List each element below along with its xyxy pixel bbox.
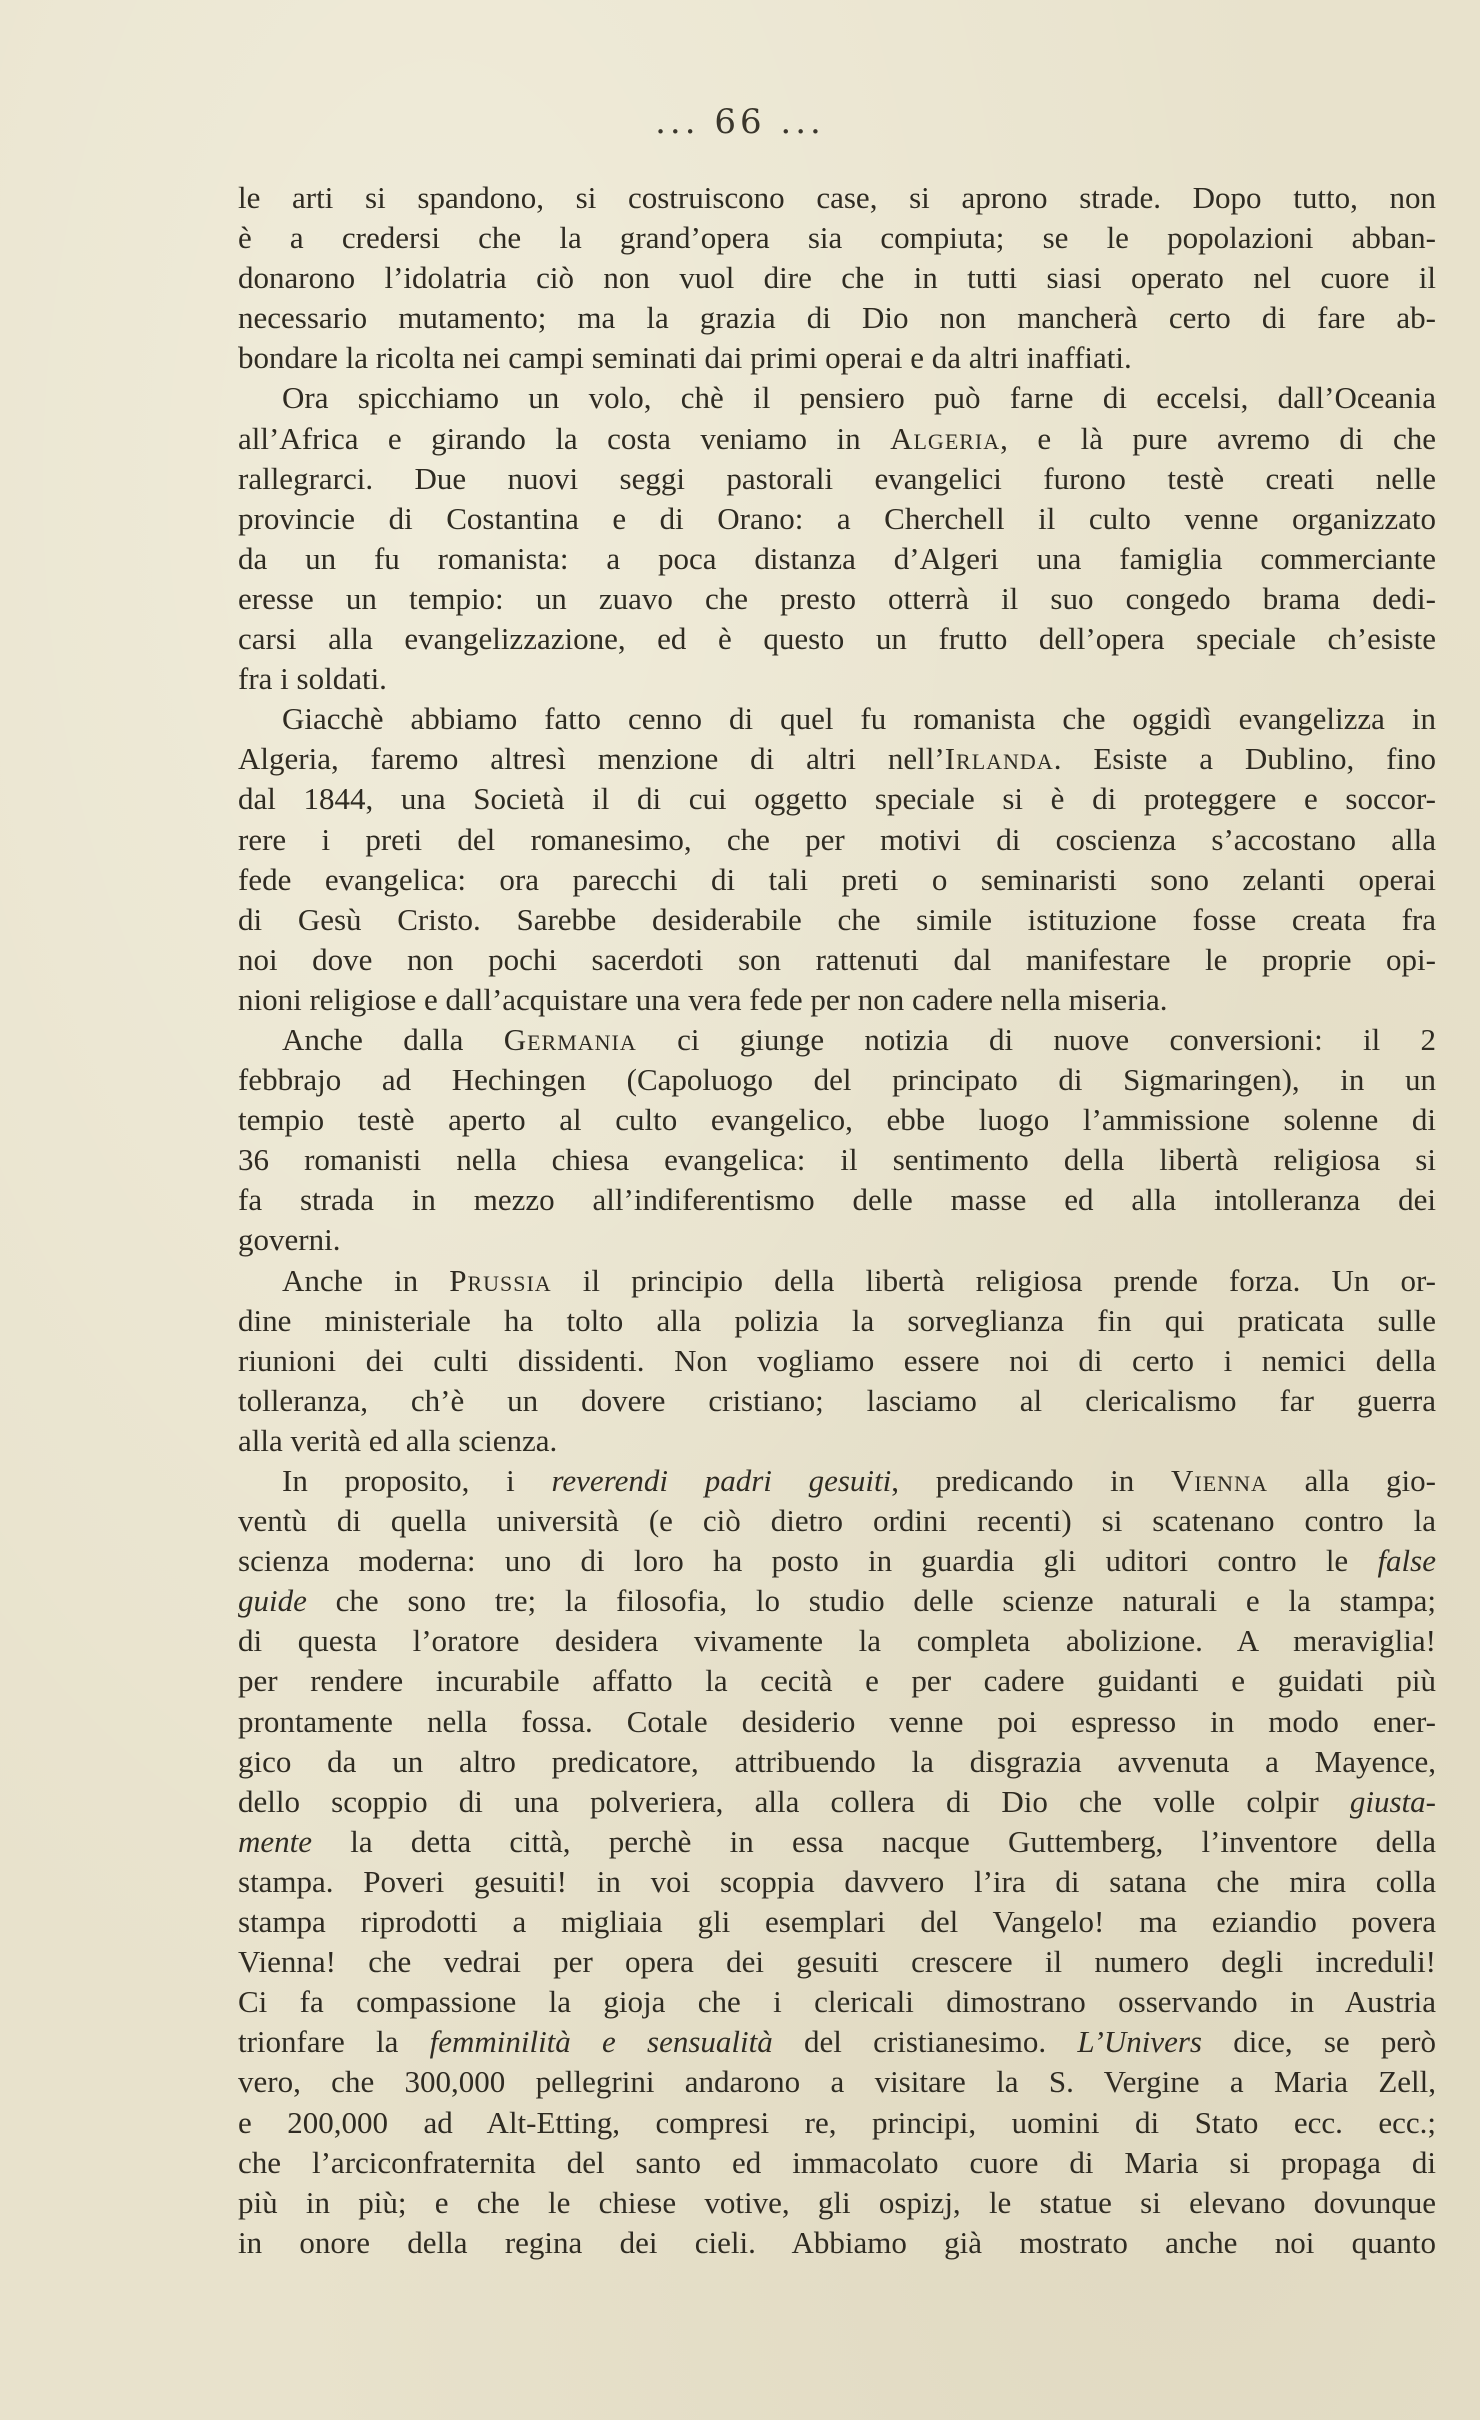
italic-text: giusta- — [1349, 1783, 1436, 1819]
italic-text: reverendi padri gesuiti — [551, 1463, 892, 1498]
text-line — [238, 1942, 1436, 1982]
text-line — [238, 1541, 1436, 1581]
text-line — [238, 1261, 1436, 1301]
text-segment: scienza moderna: uno di loro ha posto in guardia gli uditori contro le — [238, 1543, 1378, 1579]
italic-text: false — [1377, 1543, 1436, 1579]
text-line — [238, 218, 1436, 258]
text-line — [238, 1100, 1436, 1140]
small-caps-place-name: Algeria — [890, 420, 1001, 456]
text-line — [238, 900, 1436, 940]
text-segment: Vienna! che vedrai per opera dei gesuiti crescere il numero degli increduli! — [238, 1944, 1436, 1980]
text-segment: che sono tre; la filosofia, lo studio delle scienze naturali e la stampa; — [306, 1583, 1436, 1619]
text-segment: carsi alla evangelizzazione, ed è questo un frutto dell’opera speciale ch’esiste — [238, 621, 1436, 657]
text-segment: , e là pure avremo di che — [1000, 420, 1436, 456]
text-line — [238, 820, 1436, 860]
text-segment: che l’arciconfraternita del santo ed immacolato cuore di Maria si propaga di — [238, 2144, 1436, 2180]
text-segment: stampa. Poveri gesuiti! in voi scoppia davvero l’ira di satana che mira colla — [238, 1863, 1436, 1899]
text-segment: rallegrarci. Due nuovi seggi pastorali evangelici furono testè creati nelle — [238, 460, 1436, 496]
small-caps-place-name: Prussia — [449, 1262, 552, 1298]
text-line — [238, 1301, 1436, 1341]
text-segment: In proposito, i — [282, 1463, 552, 1498]
text-segment: all’Africa e girando la costa veniamo in — [238, 420, 891, 456]
text-segment: Anche in — [282, 1262, 450, 1298]
text-line — [238, 1060, 1436, 1100]
text-segment: vero, che 300,000 pellegrini andarono a visitare la S. Vergine a Maria Zell, — [238, 2064, 1436, 2100]
text-line — [238, 1020, 1436, 1060]
text-segment: il principio della libertà religiosa prende forza. Un or- — [551, 1262, 1436, 1298]
text-line — [238, 1621, 1436, 1661]
text-segment: tolleranza, ch’è un dovere cristiano; lasciamo al clericalismo far guerra — [238, 1382, 1436, 1418]
text-segment: Algeria, faremo altresì menzione di altri nell’ — [238, 741, 945, 777]
page-number: ... 66 ... — [655, 102, 825, 142]
text-segment: noi dove non pochi sacerdoti son rattenuti dal manifestare le proprie opi- — [238, 941, 1436, 977]
text-segment: governi. — [238, 1222, 341, 1258]
text-segment: alla verità ed alla scienza. — [238, 1422, 558, 1458]
text-segment: più in più; e che le chiese votive, gli ospizj, le statue si elevano dovunque — [238, 2184, 1436, 2220]
text-segment: bondare la ricolta nei campi seminati dai primi operai e da altri inaffiati. — [238, 340, 1132, 376]
small-caps-place-name: Vienna — [1171, 1463, 1268, 1498]
text-segment: è a credersi che la grand’opera sia compiuta; se le popolazioni abban- — [238, 220, 1436, 256]
text-line — [238, 699, 1436, 739]
small-caps-place-name: Germania — [503, 1021, 637, 1057]
text-segment: stampa riprodotti a migliaia gli esemplari del Vangelo! ma eziandio povera — [238, 1904, 1436, 1940]
text-segment: gico da un altro predicatore, attribuendo la disgrazia avvenuta a Mayence, — [238, 1743, 1436, 1779]
text-line — [238, 1581, 1436, 1621]
text-segment: del cristianesimo. — [772, 2024, 1078, 2060]
text-line — [238, 1140, 1436, 1180]
text-line — [238, 1501, 1436, 1541]
text-line — [238, 659, 1436, 699]
text-line — [238, 539, 1436, 579]
text-line — [238, 258, 1436, 298]
text-segment: dice, se però — [1201, 2024, 1436, 2060]
text-line — [238, 1381, 1436, 1421]
text-line — [238, 338, 1436, 378]
text-line — [238, 860, 1436, 900]
text-segment: dal 1844, una Società il di cui oggetto speciale si è di proteggere e soccor- — [238, 781, 1436, 817]
text-line — [238, 1982, 1436, 2022]
text-segment: da un fu romanista: a poca distanza d’Algeri una famiglia commerciante — [238, 540, 1436, 576]
text-segment: rere i preti del romanesimo, che per motivi di coscienza s’accostano alla — [238, 821, 1436, 857]
italic-text: femminilità e sensualità — [429, 2024, 773, 2060]
text-segment: fra i soldati. — [238, 661, 387, 697]
text-segment: fa strada in mezzo all’indiferentismo delle masse ed alla intolleranza dei — [238, 1182, 1436, 1218]
text-line — [238, 1862, 1436, 1902]
text-segment: dello scoppio di una polveriera, alla collera di Dio che volle colpir — [238, 1783, 1350, 1819]
text-segment: le arti si spandono, si costruiscono case, si aprono strade. Dopo tutto, non — [238, 180, 1436, 215]
text-segment: donarono l’idolatria ciò non vuol dire che in tutti siasi operato nel cuore il — [238, 260, 1436, 296]
text-line — [238, 779, 1436, 819]
text-line — [238, 1742, 1436, 1782]
text-segment: alla gio- — [1267, 1463, 1436, 1498]
text-segment: per rendere incurabile affatto la cecità e per cadere guidanti e guidati più — [238, 1663, 1436, 1699]
text-line — [238, 2143, 1436, 2183]
text-segment: Anche dalla — [282, 1021, 504, 1057]
text-segment: 36 romanisti nella chiesa evangelica: il sentimento della libertà religiosa si — [238, 1142, 1436, 1178]
text-segment: la detta città, perchè in essa nacque Guttemberg, l’inventore della — [312, 1823, 1436, 1859]
text-line — [238, 619, 1436, 659]
text-line — [238, 2062, 1436, 2102]
text-segment: in onore della regina dei cieli. Abbiamo già mostrato anche noi quanto — [238, 2224, 1436, 2260]
text-line — [238, 940, 1436, 980]
text-segment: Ci fa compassione la gioja che i clericali dimostrano osservando in Austria — [238, 1984, 1436, 2020]
text-segment: riunioni dei culti dissidenti. Non vogliamo essere noi di certo i nemici della — [238, 1342, 1436, 1378]
text-line — [238, 1461, 1436, 1501]
text-segment: di questa l’oratore desidera vivamente la completa abolizione. A meraviglia! — [238, 1623, 1436, 1659]
text-line — [238, 980, 1436, 1020]
text-line — [238, 419, 1436, 459]
text-line — [238, 178, 1436, 218]
text-line — [238, 739, 1436, 779]
text-line — [238, 1220, 1436, 1260]
text-segment: fede evangelica: ora parecchi di tali preti o seminaristi sono zelanti operai — [238, 861, 1436, 897]
body-text — [238, 178, 1436, 2263]
text-line — [238, 2103, 1436, 2143]
text-line — [238, 1341, 1436, 1381]
text-line — [238, 1180, 1436, 1220]
text-segment: di Gesù Cristo. Sarebbe desiderabile che simile istituzione fosse creata fra — [238, 901, 1436, 937]
text-segment: Ora spicchiamo un volo, chè il pensiero può farne di eccelsi, dall’Oceania — [282, 380, 1436, 416]
text-segment: provincie di Costantina e di Orano: a Cherchell il culto venne organizzato — [238, 500, 1436, 536]
text-segment: febbrajo ad Hechingen (Capoluogo del principato di Sigmaringen), in un — [238, 1062, 1436, 1098]
text-line — [238, 499, 1436, 539]
text-segment: eresse un tempio: un zuavo che presto otterrà il suo congedo brama dedi- — [238, 580, 1436, 616]
text-segment: dine ministeriale ha tolto alla polizia la sorveglianza fin qui praticata sulle — [238, 1302, 1436, 1338]
text-line — [238, 1702, 1436, 1742]
text-line — [238, 298, 1436, 338]
text-line — [238, 1902, 1436, 1942]
italic-text: guide — [238, 1583, 307, 1619]
text-segment: ventù di quella università (e ciò dietro ordini recenti) si scatenano contro la — [238, 1503, 1436, 1539]
small-caps-place-name: Irlanda — [944, 741, 1054, 777]
text-segment: Giacchè abbiamo fatto cenno di quel fu romanista che oggidì evangelizza in — [282, 701, 1436, 737]
text-segment: , predicando in — [891, 1463, 1172, 1498]
text-line — [238, 1421, 1436, 1461]
text-segment: ci giunge notizia di nuove conversioni: il 2 — [636, 1021, 1436, 1057]
text-line — [238, 2223, 1436, 2263]
text-line — [238, 2183, 1436, 2223]
italic-text: L’Univers — [1077, 2024, 1202, 2060]
text-line — [238, 579, 1436, 619]
text-segment: . Esiste a Dublino, fino — [1053, 741, 1437, 777]
text-line — [238, 1661, 1436, 1701]
text-segment: prontamente nella fossa. Cotale desiderio venne poi espresso in modo ener- — [238, 1703, 1436, 1739]
text-line — [238, 378, 1436, 418]
text-segment: trionfare la — [238, 2024, 430, 2060]
text-segment: tempio testè aperto al culto evangelico, ebbe luogo l’ammissione solenne di — [238, 1102, 1436, 1138]
text-segment: necessario mutamento; ma la grazia di Dio non mancherà certo di fare ab- — [238, 300, 1436, 336]
text-segment: e 200,000 ad Alt-Etting, compresi re, principi, uomini di Stato ecc. ecc.; — [238, 2104, 1436, 2140]
text-line — [238, 459, 1436, 499]
text-line — [238, 1782, 1436, 1822]
text-line — [238, 1822, 1436, 1862]
text-line — [238, 2022, 1436, 2062]
italic-text: mente — [238, 1823, 313, 1859]
text-segment: nioni religiose e dall’acquistare una vera fede per non cadere nella miseria. — [238, 981, 1168, 1017]
